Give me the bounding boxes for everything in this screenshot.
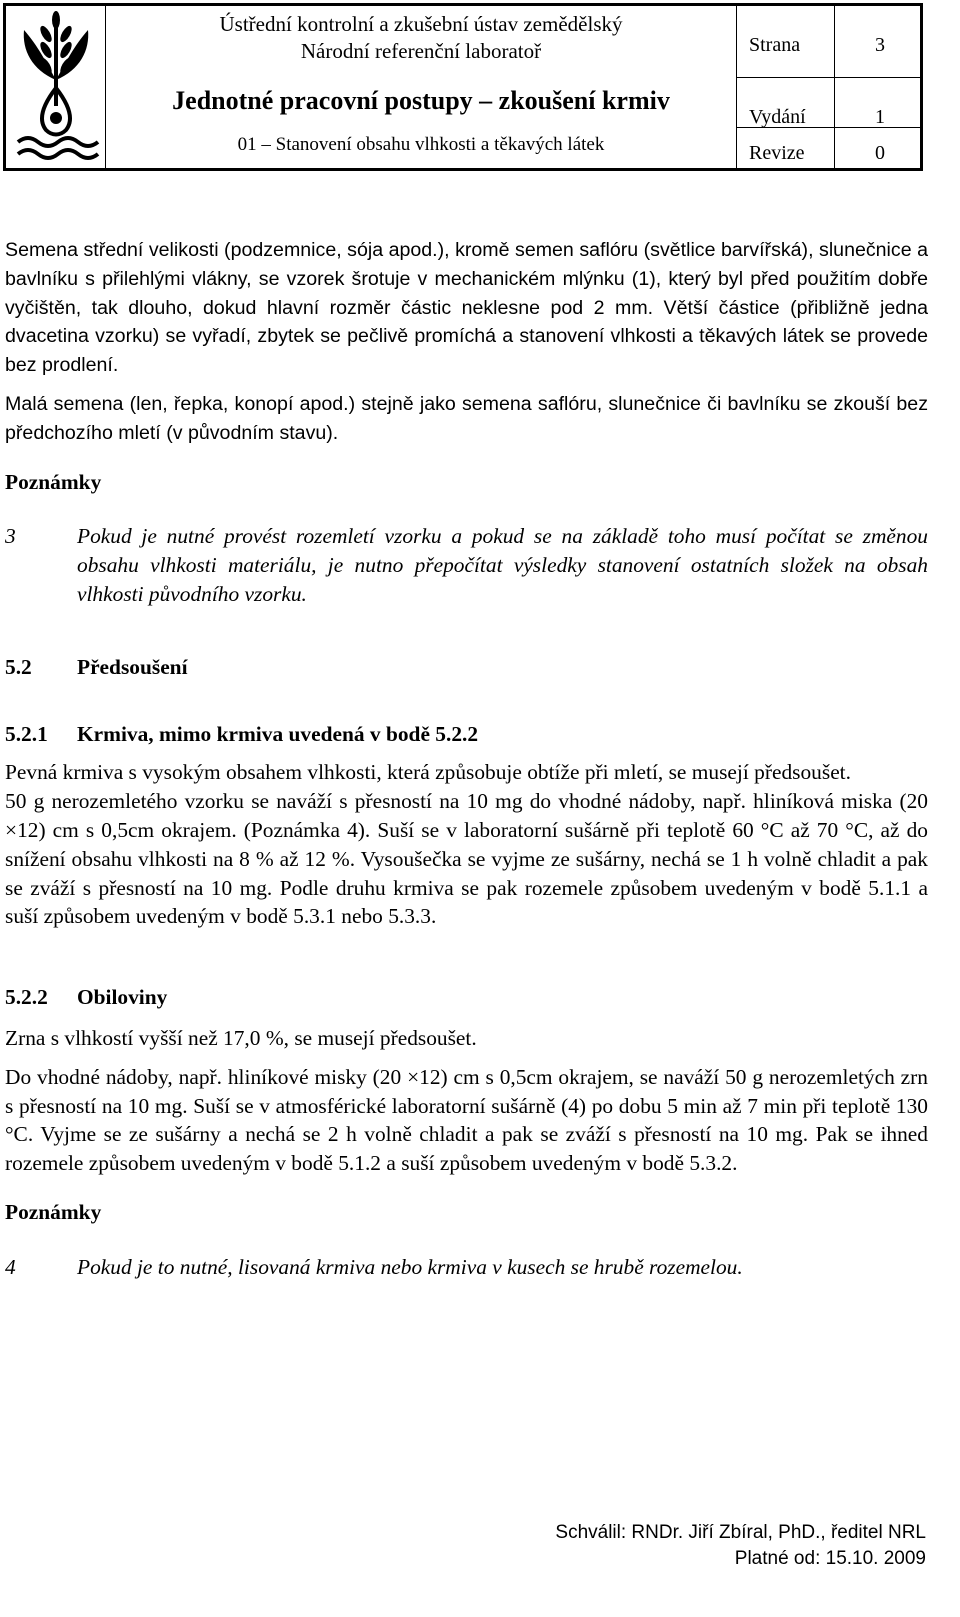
notes-heading: Poznámky — [5, 1199, 102, 1224]
edition-row — [737, 78, 920, 128]
laboratory-name: Národní referenční laboratoř — [300, 39, 542, 63]
document-subtitle: 01 – Stanovení obsahu vlhkosti a těkavých látek — [237, 134, 605, 155]
revision-value: 0 — [875, 142, 885, 164]
section-title: Předsoušení — [77, 654, 188, 679]
section-title: Krmiva, mimo krmiva uvedená v bodě 5.2.2 — [77, 721, 479, 746]
paragraph-cereals-procedure: Do vhodné nádoby, např. hliníkové misky (20 ×12) cm s 0,5cm okrajem, se naváží 50 g nerozemletých zrn s přesností na 10 mg. Suší se v atmosférické laboratorní sušárně (4) po dobu 5 min až 7 min při teplotě 130 °C. Vyjme se ze sušárny a nechá se 2 h volně chladit a pak se zváží s přesností na 10 mg. Pak se ihned rozemele způsobem uvedeným v bodě 5.1.2 a suší způsobem uvedeným v bodě 5.3.2. — [5, 1064, 928, 1176]
section-number: 5.2 — [5, 654, 32, 679]
note-number: 4 — [5, 1254, 16, 1279]
section-title: Obiloviny — [77, 985, 168, 1010]
document-body — [5, 236, 928, 1282]
institution-name: Ústřední kontrolní a zkušební ústav zemědělský — [219, 12, 623, 36]
section-heading-5-2-1 — [5, 720, 928, 749]
note-number: 3 — [5, 524, 16, 549]
revision-row — [737, 128, 920, 168]
document-header — [3, 3, 923, 171]
paragraph-predrying-procedure: 50 g nerozemletého vzorku se naváží s přesností na 10 mg do vhodné nádoby, např. hliníková miska (20 ×12) cm s 0,5cm okrajem. (Poznámka 4). Suší se v laboratorní sušárně při teplotě 60 °C až 70 °C, až do snížení obsahu vlhkosti na 8 % až 12 %. Vysoušečka se vyjme ze sušárny, nechá se 1 h volně chladit a pak se zváží s přesností na 10 mg. Podle druhu krmiva se pak rozemele způsobem uvedeným v bodě 5.1.1 a suší způsobem uvedeným v bodě 5.3.1 nebo 5.3.3. — [5, 789, 928, 929]
page-label: Strana — [749, 34, 801, 56]
title-cell — [106, 6, 737, 168]
paragraph-cereals-moisture: Zrna s vlhkostí vyšší než 17,0 %, se musejí předsoušet. — [5, 1025, 477, 1050]
section-number: 5.2.2 — [5, 985, 48, 1010]
notes-heading: Poznámky — [5, 469, 102, 494]
meta-divider — [834, 6, 835, 168]
wheat-logo-icon — [12, 10, 100, 164]
note-4 — [5, 1253, 928, 1282]
valid-from-line: Platné od: 15.10. 2009 — [734, 1548, 926, 1569]
section-heading-5-2-2 — [5, 983, 928, 1012]
paragraph-predrying: Pevná krmiva s vysokým obsahem vlhkosti, která způsobuje obtíže při mletí, se musejí předsoušet. — [5, 760, 851, 785]
logo-cell — [6, 6, 106, 168]
revision-label: Revize — [749, 142, 805, 164]
page-value: 3 — [875, 34, 885, 56]
paragraph-seed-processing: Semena střední velikosti (podzemnice, sója apod.), kromě semen saflóru (světlice barvířská), slunečnice a bavlníku s přilehlými vlákny, se vzorek šrotuje v mechanickém mlýnku (1), který byl před použitím dobře vyčištěn, tak dlouho, dokud hlavní rozměr částic neklesne pod 2 mm. Větší částice (přibližně jedna dvacetina vzorku) se vyřadí, zbytek se pečlivě promíchá a stanovení vlhkosti a těkavých látek se provede bez prodlení. — [5, 239, 928, 377]
approval-line: Schválil: RNDr. Jiří Zbíral, PhD., ředitel NRL — [555, 1522, 926, 1543]
edition-value: 1 — [875, 106, 885, 128]
paragraph-small-seeds: Malá semena (len, řepka, konopí apod.) stejně jako semena saflóru, slunečnice či bavlníku se zkouší bez předchozího mletí (v původním stavu). — [5, 392, 928, 444]
section-heading-5-2 — [5, 653, 928, 682]
page-number-row — [737, 6, 920, 78]
note-text: Pokud je to nutné, lisovaná krmiva nebo krmiva v kusech se hrubě rozemelou. — [77, 1254, 743, 1279]
document-title: Jednotné pracovní postupy – zkoušení krmiv — [172, 86, 670, 115]
note-text: Pokud je nutné provést rozemletí vzorku a pokud se na základě toho musí počítat se změnou obsahu vlhkosti materiálu, je nutno přepočítat výsledky stanovení ostatních složek na obsah vlhkosti původního vzorku. — [77, 524, 928, 606]
note-3 — [5, 522, 928, 608]
section-number: 5.2.1 — [5, 721, 48, 746]
edition-label: Vydání — [749, 106, 806, 128]
